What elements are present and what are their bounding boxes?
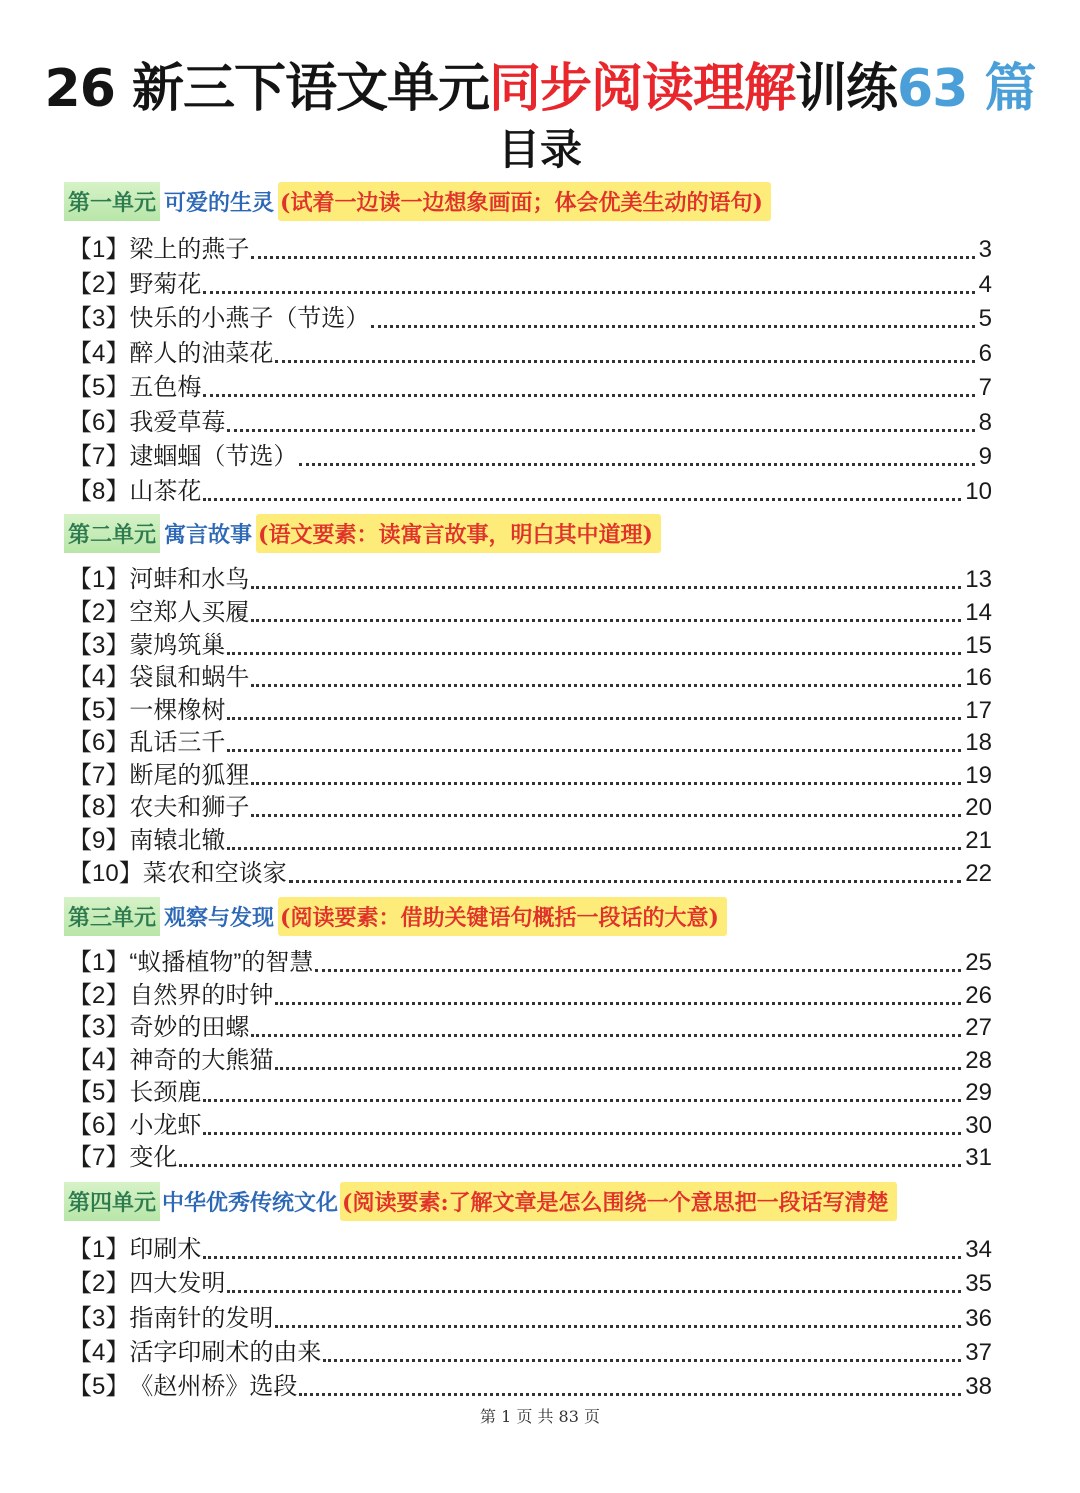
entry-page: 25 bbox=[965, 949, 992, 976]
entry-index: 【3】 bbox=[68, 1305, 130, 1332]
toc-entry[interactable] bbox=[68, 474, 992, 507]
entry-title: 活字印刷术的由来 bbox=[129, 1339, 322, 1366]
dot-leader bbox=[251, 585, 961, 589]
toc-entry[interactable] bbox=[68, 1335, 992, 1368]
title-part-4: 63 篇 bbox=[897, 59, 1036, 119]
unit-number: 第四单元 bbox=[64, 1182, 160, 1221]
entry-title: 南辕北辙 bbox=[129, 827, 226, 854]
dot-leader bbox=[227, 428, 974, 432]
unit-requirement: (语文要素：读寓言故事，明白其中道理) bbox=[256, 514, 661, 553]
entry-title: 野菊花 bbox=[129, 271, 202, 298]
dot-leader bbox=[227, 846, 961, 850]
toc-entry[interactable] bbox=[68, 562, 992, 595]
unit-name: 寓言故事 bbox=[164, 521, 253, 548]
entry-title: 自然界的时钟 bbox=[129, 982, 274, 1009]
entry-page: 26 bbox=[965, 982, 992, 1009]
entry-index: 【7】 bbox=[68, 443, 130, 470]
entry-index: 【2】 bbox=[68, 1270, 130, 1297]
dot-leader bbox=[275, 359, 974, 363]
entry-title: 乱话三千 bbox=[129, 729, 226, 756]
entry-page: 8 bbox=[978, 409, 992, 436]
dot-leader bbox=[251, 813, 961, 817]
entry-title: “蚁播植物”的智慧 bbox=[129, 949, 314, 976]
unit-header-2 bbox=[64, 514, 661, 552]
toc-entry[interactable] bbox=[68, 1369, 992, 1402]
unit-requirement: (阅读要素:了解文章是怎么围绕一个意思把一段话写清楚 bbox=[340, 1182, 897, 1221]
entry-index: 【4】 bbox=[68, 1047, 130, 1074]
dot-leader bbox=[275, 1066, 961, 1070]
entry-title: 神奇的大熊猫 bbox=[129, 1047, 274, 1074]
dot-leader bbox=[203, 497, 961, 501]
entry-title: 蒙鸠筑巢 bbox=[129, 632, 226, 659]
entry-page: 19 bbox=[965, 762, 992, 789]
entry-page: 31 bbox=[965, 1144, 992, 1171]
toc-entry[interactable] bbox=[68, 978, 992, 1011]
entry-page: 10 bbox=[965, 478, 992, 505]
entry-page: 29 bbox=[965, 1079, 992, 1106]
entry-title: 河蚌和水鸟 bbox=[129, 566, 250, 593]
title-part-1: 26 新三下语文单元 bbox=[44, 59, 489, 119]
entry-page: 16 bbox=[965, 664, 992, 691]
dot-leader bbox=[299, 1392, 961, 1396]
entry-title: 小龙虾 bbox=[129, 1112, 202, 1139]
entry-title: 一棵橡树 bbox=[129, 697, 226, 724]
entry-page: 9 bbox=[978, 443, 992, 470]
entry-title: 快乐的小燕子（节选） bbox=[129, 305, 370, 332]
toc-entry[interactable] bbox=[68, 439, 992, 472]
unit-requirement: (试着一边读一边想象画面；体会优美生动的语句) bbox=[278, 182, 771, 221]
dot-leader bbox=[289, 879, 962, 883]
entry-title: 逮蝈蝈（节选） bbox=[129, 443, 298, 470]
dot-leader bbox=[227, 651, 961, 655]
entry-page: 14 bbox=[965, 599, 992, 626]
unit-name: 中华优秀传统文化 bbox=[162, 1189, 339, 1216]
toc-entry[interactable] bbox=[68, 405, 992, 438]
toc-entry[interactable] bbox=[68, 856, 992, 889]
dot-leader bbox=[227, 748, 961, 752]
entry-index: 【4】 bbox=[68, 1339, 130, 1366]
dot-leader bbox=[203, 1255, 961, 1259]
entry-index: 【1】 bbox=[68, 566, 130, 593]
toc-entry[interactable] bbox=[68, 790, 992, 823]
dot-leader bbox=[371, 324, 974, 328]
entry-index: 【3】 bbox=[68, 1014, 130, 1041]
entry-title: 五色梅 bbox=[129, 374, 202, 401]
entry-page: 13 bbox=[965, 566, 992, 593]
entry-page: 6 bbox=[978, 340, 992, 367]
entry-page: 34 bbox=[965, 1236, 992, 1263]
toc-entry[interactable] bbox=[68, 1075, 992, 1108]
entry-index: 【6】 bbox=[68, 1112, 130, 1139]
toc-entry[interactable] bbox=[68, 660, 992, 693]
dot-leader bbox=[275, 1001, 961, 1005]
dot-leader bbox=[203, 393, 974, 397]
entry-index: 【6】 bbox=[68, 409, 130, 436]
entry-index: 【4】 bbox=[68, 664, 130, 691]
document-title bbox=[0, 58, 1080, 120]
toc-entry[interactable] bbox=[68, 693, 992, 726]
toc-entry[interactable] bbox=[68, 336, 992, 369]
entry-index: 【5】 bbox=[68, 374, 130, 401]
toc-entry[interactable] bbox=[68, 1108, 992, 1141]
entry-title: 断尾的狐狸 bbox=[129, 762, 250, 789]
entry-index: 【3】 bbox=[68, 632, 130, 659]
entry-page: 5 bbox=[978, 305, 992, 332]
entry-page: 21 bbox=[965, 827, 992, 854]
unit-number: 第三单元 bbox=[64, 897, 160, 936]
entry-index: 【9】 bbox=[68, 827, 130, 854]
unit-header-1 bbox=[64, 182, 771, 220]
entry-title: 《赵州桥》选段 bbox=[129, 1373, 298, 1400]
dot-leader bbox=[179, 1163, 961, 1167]
unit-number: 第二单元 bbox=[64, 514, 160, 553]
dot-leader bbox=[275, 1324, 961, 1328]
dot-leader bbox=[251, 618, 961, 622]
dot-leader bbox=[203, 1098, 961, 1102]
toc-entry[interactable] bbox=[68, 628, 992, 661]
entry-index: 【1】 bbox=[68, 949, 130, 976]
dot-leader bbox=[251, 683, 961, 687]
toc-entry[interactable] bbox=[68, 1043, 992, 1076]
toc-entry[interactable] bbox=[68, 1301, 992, 1334]
entry-page: 17 bbox=[965, 697, 992, 724]
dot-leader bbox=[227, 1289, 961, 1293]
unit-header-3 bbox=[64, 897, 727, 935]
entry-index: 【5】 bbox=[68, 1373, 130, 1400]
entry-page: 18 bbox=[965, 729, 992, 756]
toc-entry[interactable] bbox=[68, 1266, 992, 1299]
dot-leader bbox=[251, 1033, 961, 1037]
entry-page: 20 bbox=[965, 794, 992, 821]
dot-leader bbox=[251, 781, 961, 785]
entry-page: 15 bbox=[965, 632, 992, 659]
dot-leader bbox=[227, 716, 961, 720]
entry-index: 【8】 bbox=[68, 794, 130, 821]
entry-title: 印刷术 bbox=[129, 1236, 202, 1263]
toc-entry[interactable] bbox=[68, 725, 992, 758]
entry-index: 【8】 bbox=[68, 478, 130, 505]
toc-entry[interactable] bbox=[68, 758, 992, 791]
entry-title: 长颈鹿 bbox=[129, 1079, 202, 1106]
entry-index: 【7】 bbox=[68, 762, 130, 789]
unit-name: 观察与发现 bbox=[164, 904, 275, 931]
entry-title: 指南针的发明 bbox=[129, 1305, 274, 1332]
entry-page: 22 bbox=[965, 860, 992, 887]
title-part-3: 训练 bbox=[795, 59, 898, 119]
dot-leader bbox=[323, 1358, 961, 1362]
entry-index: 【7】 bbox=[68, 1144, 130, 1171]
entry-page: 38 bbox=[965, 1373, 992, 1400]
entry-page: 28 bbox=[965, 1047, 992, 1074]
entry-title: 变化 bbox=[129, 1144, 178, 1171]
unit-requirement: (阅读要素：借助关键语句概括一段话的大意) bbox=[278, 897, 727, 936]
toc-entry[interactable] bbox=[68, 1140, 992, 1173]
entry-page: 37 bbox=[965, 1339, 992, 1366]
entry-index: 【10】 bbox=[68, 860, 143, 887]
entry-page: 3 bbox=[978, 236, 992, 263]
page-footer: 第 1 页 共 83 页 bbox=[480, 1407, 600, 1426]
entry-title: 农夫和狮子 bbox=[129, 794, 250, 821]
toc-entry[interactable] bbox=[68, 1010, 992, 1043]
dot-leader bbox=[251, 255, 974, 259]
entry-title: 我爱草莓 bbox=[129, 409, 226, 436]
entry-index: 【1】 bbox=[68, 1236, 130, 1263]
entry-index: 【6】 bbox=[68, 729, 130, 756]
entry-title: 奇妙的田螺 bbox=[129, 1014, 250, 1041]
toc-entry[interactable] bbox=[68, 232, 992, 265]
entry-page: 30 bbox=[965, 1112, 992, 1139]
toc-entry[interactable] bbox=[68, 595, 992, 628]
entry-index: 【4】 bbox=[68, 340, 130, 367]
toc-heading: 目录 bbox=[497, 125, 582, 174]
entry-title: 醉人的油菜花 bbox=[129, 340, 274, 367]
entry-page: 7 bbox=[978, 374, 992, 401]
entry-title: 菜农和空谈家 bbox=[142, 860, 287, 887]
title-part-2: 同步阅读理解 bbox=[488, 59, 795, 119]
entry-title: 四大发明 bbox=[129, 1270, 226, 1297]
dot-leader bbox=[203, 1131, 961, 1135]
unit-number: 第一单元 bbox=[64, 182, 160, 221]
unit-name: 可爱的生灵 bbox=[164, 189, 275, 216]
entry-page: 35 bbox=[965, 1270, 992, 1297]
entry-index: 【2】 bbox=[68, 271, 130, 298]
dot-leader bbox=[203, 290, 974, 294]
entry-page: 27 bbox=[965, 1014, 992, 1041]
toc-entry[interactable] bbox=[68, 1232, 992, 1265]
toc-entry[interactable] bbox=[68, 301, 992, 334]
dot-leader bbox=[315, 968, 961, 972]
entry-title: 空郑人买履 bbox=[129, 599, 250, 626]
entry-index: 【1】 bbox=[68, 236, 130, 263]
entry-title: 山茶花 bbox=[129, 478, 202, 505]
entry-index: 【2】 bbox=[68, 982, 130, 1009]
entry-index: 【3】 bbox=[68, 305, 130, 332]
entry-index: 【5】 bbox=[68, 697, 130, 724]
entry-index: 【2】 bbox=[68, 599, 130, 626]
unit-header-4 bbox=[64, 1182, 897, 1220]
entry-page: 4 bbox=[978, 271, 992, 298]
entry-index: 【5】 bbox=[68, 1079, 130, 1106]
entry-title: 袋鼠和蜗牛 bbox=[129, 664, 250, 691]
entry-page: 36 bbox=[965, 1305, 992, 1332]
dot-leader bbox=[299, 462, 974, 466]
toc-entry[interactable] bbox=[68, 823, 992, 856]
toc-entry[interactable] bbox=[68, 370, 992, 403]
toc-entry[interactable] bbox=[68, 945, 992, 978]
entry-title: 梁上的燕子 bbox=[129, 236, 250, 263]
toc-entry[interactable] bbox=[68, 267, 992, 300]
